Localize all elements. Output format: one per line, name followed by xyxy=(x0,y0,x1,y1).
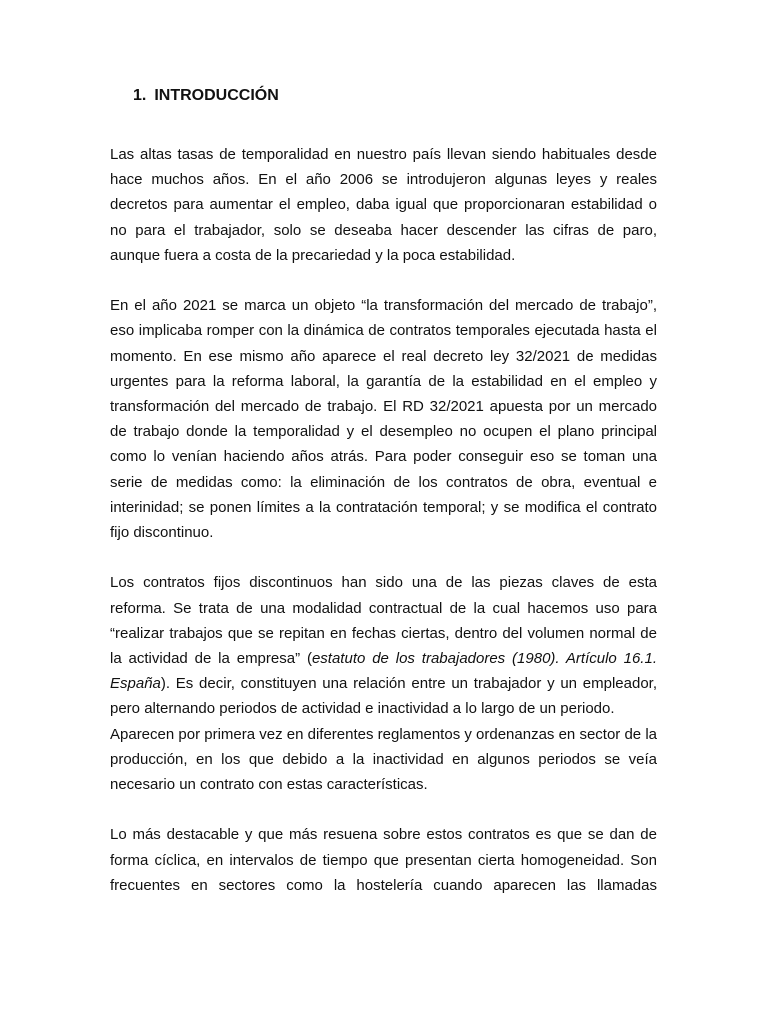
document-body xyxy=(110,142,657,898)
section-number: 1. xyxy=(133,87,147,104)
paragraph-fijos-discontinuos xyxy=(110,570,657,721)
legal-citation: estatuto de los trabajadores (1980). Artículo 16.1. España xyxy=(110,650,657,693)
paragraph-origen xyxy=(110,722,657,798)
paragraph-text: Lo más destacable y que más resuena sobre estos contratos es que se dan de forma cíclica, en intervalos de tiempo que presentan cierta homogeneidad. Son frecuentes en sectores como la hostelería cuando aparecen las llamadas xyxy=(110,826,657,894)
paragraph-text: En el año 2021 se marca un objeto “la transformación del mercado de trabajo”, eso implicaba romper con la dinámica de contratos temporales ejecutada hasta el momento. En ese mismo año aparece el real decreto ley 32/2021 de medidas urgentes para la reforma laboral, la garantía de la estabilidad en el empleo y transformación del mercado de trabajo. El RD 32/2021 apuesta por un mercado de trabajo donde la temporalidad y el desempleo no ocupen el plano principal como lo venían haciendo años atrás. Para poder conseguir eso se toman una serie de medidas como: la eliminación de los contratos de obra, eventual e interinidad; se ponen límites a la contratación temporal; y se modifica el contrato fijo discontinuo. xyxy=(110,297,657,542)
paragraph-ciclicidad xyxy=(110,822,657,898)
paragraph-reforma-2021 xyxy=(110,293,657,545)
section-title: INTRODUCCIÓN xyxy=(154,87,279,104)
paragraph-text: Aparecen por primera vez en diferentes reglamentos y ordenanzas en sector de la producción, en los que debido a la inactividad en algunos periodos se veía necesario un contrato con estas características. xyxy=(110,725,657,794)
paragraph-text: ). Es decir, constituyen una relación entre un trabajador y un empleador, pero alternando periodos de actividad e inactividad a lo largo de un periodo. xyxy=(110,675,657,718)
paragraph-text: Las altas tasas de temporalidad en nuestro país llevan siendo habituales desde hace muchos años. En el año 2006 se introdujeron algunas leyes y reales decretos para aumentar el empleo, daba igual que proporcionaran estabilidad o no para el trabajador, solo se deseaba hacer descender las cifras de paro, aunque fuera a costa de la precariedad y la poca estabilidad. xyxy=(110,146,657,264)
paragraph-text: Los contratos fijos discontinuos han sido una de las piezas claves de esta reforma. Se trata de una modalidad contractual de la cual hacemos uso para “realizar trabajos que se repitan en fechas ciertas, dentro del volumen normal de la actividad de la empresa” ( xyxy=(110,574,657,668)
paragraph-temporalidad xyxy=(110,142,657,268)
section-heading xyxy=(133,86,279,106)
